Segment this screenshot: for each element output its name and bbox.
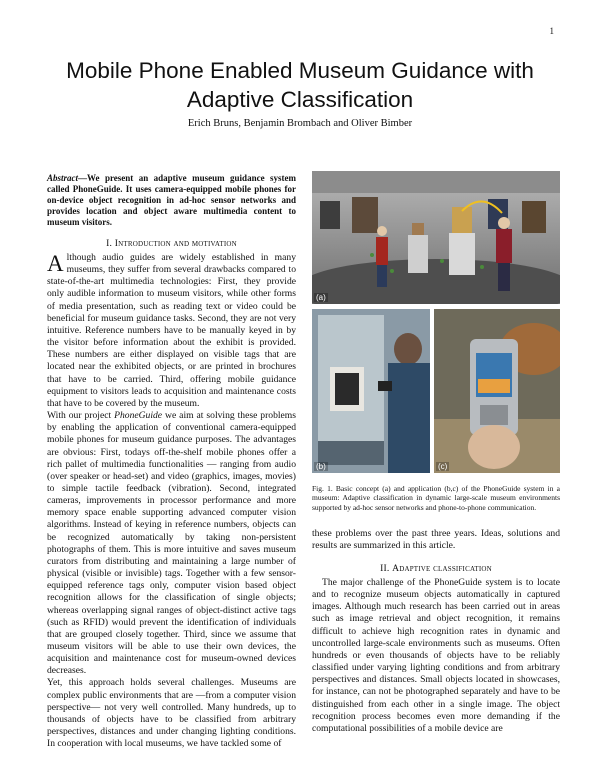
author-list: Erich Bruns, Benjamin Brombach and Oliver Bimber xyxy=(187,118,413,129)
panel-label-c: (c) xyxy=(438,462,448,471)
section-2-body xyxy=(312,577,560,735)
section-1-body xyxy=(47,252,296,750)
paragraph-text: we aim at solving these problems by enabling the application of conventional camera-equipped mobile phones for museum guidance purposes. The advantages are obvious: First, todays off-the-shelf mobile phones offer a rich pallet of multimedia functionalities — ranging from audio (over speaker or head-set) and video (graphics, images, movies) to simple tactile feedback (vibration). Second, integrated cameras, improvements in processor performance and more memory space enable supporting advanced computer vision algorithms. Instead of keying in reference numbers, objects can be recognized automatically by taking non-persistent photographs of them. This is more intuitive and saves museum curators from distributing and maintaining a large number of physical (visible or invisible) tags. Together with a few sensor-equipped reference tags only, computer vision based object recognition allows for the classification of single objects; whereas overlapping signal ranges of object-distinct active tags (such as RFID) would prevent the identification of individuals that are grouped closely together. Third, since we assume that museum visitors will be able to use their own devices, the acquisition and maintenance cost for museum-owned devices decreases. xyxy=(47,410,296,677)
abstract-text: —We present an adaptive museum guidance system called PhoneGuide. It uses camera-equipped mobile phones for on-device object recognition in ad-hoc sensor networks and provides location and object aware multimedia content to museum visitors. xyxy=(47,173,296,227)
section-1-title: Introduction and motivation xyxy=(114,238,237,249)
drop-cap: A xyxy=(47,251,64,276)
paragraph: The major challenge of the PhoneGuide system is to locate and to recognize museum objects automatically in captured images. Although much research has been carried out in areas such as image retrieval and object recognition, it remains difficult to achieve high recognition rates in dynamic and uncontrolled large-scale environments such as museums. Often hundreds or even thousands of objects have to be reliably classified under varying lighting conditions and from arbitrary perspectives and distances. Small objects located in showcases, for instance, can not be photographed separately and have to be distinguished from each other in a single image. The object recognition process becomes even more demanding if the computational possibilities of a mobile device are xyxy=(312,577,560,734)
panel-label-a: (a) xyxy=(316,293,326,302)
phone-closeup-photo xyxy=(434,309,560,473)
section-1-number: I. xyxy=(106,238,113,249)
abstract-label: Abstract xyxy=(47,173,79,183)
abstract xyxy=(47,173,296,228)
museum-concept-illustration xyxy=(312,171,560,304)
paragraph: Yet, this approach holds several challenges. Museums are complex public environments that are —from a computer vision perspective— not very well controlled. Many hundreds, up to thousands of objects have to be classified from arbitrary perspectives, distances and under changing lighting conditions. In cooperation with local museums, we have tackled some of xyxy=(47,677,296,750)
figure-panel-a xyxy=(312,171,560,304)
paragraph xyxy=(47,252,296,410)
project-name: PhoneGuide xyxy=(114,410,163,422)
figure-1 xyxy=(312,171,560,474)
figure-caption: Fig. 1. Basic concept (a) and application (b,c) of the PhoneGuide system in a museum: Adaptive classification in dynamic large-scale museum environments supported by ad-hoc sensor networks and phone-to-phone communication. xyxy=(312,484,560,512)
section-2-number: II. xyxy=(380,563,390,574)
paragraph-text: With our project xyxy=(47,410,115,422)
section-heading-2 xyxy=(312,563,560,575)
figure-panel-b xyxy=(312,309,430,473)
museum-photo xyxy=(312,309,430,473)
paper-title: Mobile Phone Enabled Museum Guidance with Adaptive Classification xyxy=(66,58,534,112)
panel-label-b: (b) xyxy=(316,462,326,471)
section-heading-1 xyxy=(47,238,296,250)
figure-panel-c xyxy=(434,309,560,473)
paragraph-text: lthough audio guides are widely established in many museums, they suffer from several drawbacks compared to state-of-the-art multimedia technologies: First, they provide only audible information to museum visitors, while other forms of media presentation, such as reading text or video could be beneficial for museum guidance tasks. Second, they are not very intuitive. Reference numbers have to be manually keyed in by the visitor before information about the exhibit is provided. These numbers are either displayed on visible tags that are located near the exhibited objects, or are printed in brochures that have to be carried. Third, offering mobile guidance equipment to visitors leads to acquisition and maintenance costs that have to be covered by the museum. xyxy=(47,252,296,409)
section-2-title: Adaptive classification xyxy=(392,563,492,574)
paragraph: these problems over the past three years. Ideas, solutions and results are summarized in this article. xyxy=(312,528,560,552)
page-number: 1 xyxy=(549,26,554,36)
paragraph xyxy=(47,410,296,677)
